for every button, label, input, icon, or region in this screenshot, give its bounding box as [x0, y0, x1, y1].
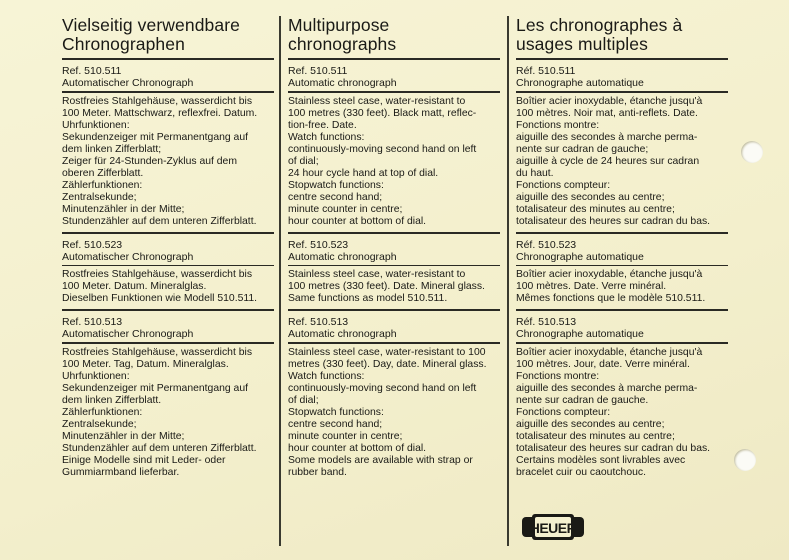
description-line: 100 mètres. Date. Verre minéral. [516, 281, 667, 292]
description-line: dem linken Zifferblatt; [62, 143, 162, 155]
description-line: metres (330 feet). Day, date. Mineral glass. [288, 358, 487, 370]
description-line: 100 metres (330 feet). Black matt, reflec- [288, 107, 477, 119]
title-line: Les chronographes à [516, 15, 683, 35]
description-line: continuously-moving second hand on left [288, 143, 477, 155]
description-line: totalisateur des minutes au centre; [516, 430, 675, 442]
description-line: minute counter in centre; [288, 203, 403, 215]
model-description [288, 266, 500, 309]
model-ref: Ref. 510.523 [288, 238, 349, 251]
model-header [288, 311, 500, 342]
svg-text:HEUER: HEUER [529, 520, 577, 536]
model-description [516, 344, 728, 483]
model-name: Chronographe automatique [516, 77, 644, 89]
column-title [516, 16, 728, 58]
model-header [516, 60, 728, 91]
description-line: Zentralsekunde; [62, 418, 137, 430]
column-french [516, 16, 728, 483]
model-name: Automatic chronograph [288, 250, 397, 263]
description-line: Same functions as model 510.511. [288, 293, 448, 304]
description-line: Boîtier acier inoxydable, étanche jusqu'à [516, 346, 703, 358]
title-line: Vielseitig verwendbare [62, 15, 240, 35]
description-line: Boîtier acier inoxydable, étanche jusqu'à [516, 95, 703, 107]
model-description [516, 266, 728, 309]
heuer-logo [522, 514, 584, 540]
description-line: rubber band. [288, 466, 347, 478]
model-ref: Réf. 510.513 [516, 316, 577, 328]
description-line: minute counter in centre; [288, 430, 403, 442]
description-line: du haut. [516, 167, 554, 179]
model-section [288, 234, 500, 312]
description-line: Stainless steel case, water-resistant to 100 [288, 346, 486, 358]
model-description [62, 266, 274, 309]
description-line: nente sur cadran de gauche; [516, 143, 649, 155]
description-line: of dial; [288, 155, 319, 167]
model-name: Automatic chronograph [288, 77, 397, 89]
description-line: Watch functions: [288, 370, 365, 382]
model-header [516, 234, 728, 265]
description-line: Certains modèles sont livrables avec [516, 454, 686, 466]
description-line: aiguille des secondes à marche perma- [516, 382, 698, 394]
model-ref: Ref. 510.513 [62, 316, 123, 328]
description-line: Zeiger für 24-Stunden-Zyklus auf dem [62, 155, 237, 167]
model-ref: Ref. 510.523 [62, 238, 123, 251]
title-line: Chronographen [62, 34, 185, 54]
model-header [62, 60, 274, 91]
description-line: totalisateur des heures sur cadran du bas. [516, 442, 711, 454]
description-line: centre second hand; [288, 191, 383, 203]
description-line: 100 mètres. Jour, date. Verre minéral. [516, 358, 690, 370]
description-line: dem linken Zifferblatt. [62, 394, 162, 406]
description-line: 100 Meter. Tag, Datum. Mineralglas. [62, 358, 229, 370]
model-section [288, 311, 500, 483]
description-line: totalisateur des heures sur cadran du bas. [516, 215, 711, 227]
model-header [516, 311, 728, 342]
description-line: 100 Meter. Datum. Mineralglas. [62, 281, 207, 292]
model-ref: Réf. 510.523 [516, 238, 577, 251]
description-line: Gummiarmband lieferbar. [62, 466, 180, 478]
description-line: Uhrfunktionen: [62, 370, 130, 382]
description-line: aiguille à cycle de 24 heures sur cadran [516, 155, 700, 167]
description-line: hour counter at bottom of dial. [288, 215, 427, 227]
description-line: Some models are available with strap or [288, 454, 473, 466]
description-line: Stainless steel case, water-resistant to [288, 95, 466, 107]
description-line: Dieselben Funktionen wie Modell 510.511. [62, 293, 258, 304]
description-line: 100 mètres. Noir mat, anti-reflets. Date. [516, 107, 698, 119]
description-line: Fonctions compteur: [516, 179, 611, 191]
model-description [516, 93, 728, 232]
description-line: Fonctions montre: [516, 119, 600, 131]
description-line: Rostfreies Stahlgehäuse, wasserdicht bis [62, 346, 253, 358]
description-line: bracelet cuir ou caoutchouc. [516, 466, 646, 478]
description-line: nente sur cadran de gauche. [516, 394, 649, 406]
binder-hole [741, 141, 763, 163]
model-description [62, 93, 274, 232]
description-line: hour counter at bottom of dial. [288, 442, 427, 454]
description-line: Minutenzähler in der Mitte; [62, 430, 185, 442]
description-line: aiguille des secondes au centre; [516, 418, 665, 430]
model-name: Chronographe automatique [516, 250, 644, 263]
description-line: totalisateur des minutes au centre; [516, 203, 675, 215]
model-header [62, 311, 274, 342]
description-line: Zählerfunktionen: [62, 406, 143, 418]
model-section [516, 234, 728, 312]
title-line: chronographs [288, 34, 397, 54]
description-line: Fonctions montre: [516, 370, 600, 382]
description-line: Minutenzähler in der Mitte; [62, 203, 185, 215]
model-description [288, 93, 500, 232]
description-line: Stundenzähler auf dem unteren Zifferblatt. [62, 215, 257, 227]
model-name: Automatischer Chronograph [62, 77, 194, 89]
description-line: Einige Modelle sind mit Leder- oder [62, 454, 226, 466]
model-name: Automatischer Chronograph [62, 328, 194, 340]
description-line: Fonctions compteur: [516, 406, 611, 418]
model-ref: Ref. 510.511 [62, 65, 122, 77]
model-ref: Ref. 510.513 [288, 316, 349, 328]
model-section [516, 60, 728, 234]
model-header [62, 234, 274, 265]
description-line: aiguille des secondes à marche perma- [516, 131, 698, 143]
model-header [288, 60, 500, 91]
description-line: Rostfreies Stahlgehäuse, wasserdicht bis [62, 269, 253, 280]
title-line: Multipurpose [288, 15, 390, 35]
column-english [288, 16, 500, 483]
description-line: Boîtier acier inoxydable, étanche jusqu'à [516, 269, 703, 280]
column-title [288, 16, 500, 58]
description-line: Stopwatch functions: [288, 179, 384, 191]
model-section [288, 60, 500, 234]
description-line: Sekundenzeiger mit Permanentgang auf [62, 382, 248, 394]
model-section [62, 311, 274, 483]
description-line: tion-free. Date. [288, 119, 357, 131]
model-section [62, 234, 274, 312]
model-description [288, 344, 500, 483]
binder-hole [734, 449, 756, 471]
description-line: aiguille des secondes au centre; [516, 191, 665, 203]
column-title [62, 16, 274, 58]
title-line: usages multiples [516, 34, 648, 54]
description-line: Stopwatch functions: [288, 406, 384, 418]
description-line: centre second hand; [288, 418, 383, 430]
model-ref: Réf. 510.511 [516, 65, 576, 77]
model-section [516, 311, 728, 483]
column-divider [279, 16, 281, 546]
description-line: continuously-moving second hand on left [288, 382, 477, 394]
description-line: 100 Meter. Mattschwarz, reflexfrei. Datum. [62, 107, 258, 119]
description-line: Stundenzähler auf dem unteren Zifferblatt. [62, 442, 257, 454]
model-header [288, 234, 500, 265]
model-name: Automatischer Chronograph [62, 250, 194, 263]
column-divider [507, 16, 509, 546]
description-line: Zählerfunktionen: [62, 179, 143, 191]
description-line: 24 hour cycle hand at top of dial. [288, 167, 439, 179]
description-line: Stainless steel case, water-resistant to [288, 269, 466, 280]
description-line: Rostfreies Stahlgehäuse, wasserdicht bis [62, 95, 253, 107]
description-line: oberen Zifferblatt. [62, 167, 144, 179]
model-description [62, 344, 274, 483]
description-line: Sekundenzeiger mit Permanentgang auf [62, 131, 248, 143]
model-section [62, 60, 274, 234]
description-line: Zentralsekunde; [62, 191, 137, 203]
description-line: of dial; [288, 394, 319, 406]
description-line: 100 metres (330 feet). Date. Mineral glass. [288, 281, 485, 292]
model-ref: Ref. 510.511 [288, 65, 348, 77]
model-name: Automatic chronograph [288, 328, 397, 340]
model-name: Chronographe automatique [516, 328, 644, 340]
description-line: Mêmes fonctions que le modèle 510.511. [516, 293, 706, 304]
column-german [62, 16, 274, 483]
description-line: Watch functions: [288, 131, 365, 143]
description-line: Uhrfunktionen: [62, 119, 130, 131]
